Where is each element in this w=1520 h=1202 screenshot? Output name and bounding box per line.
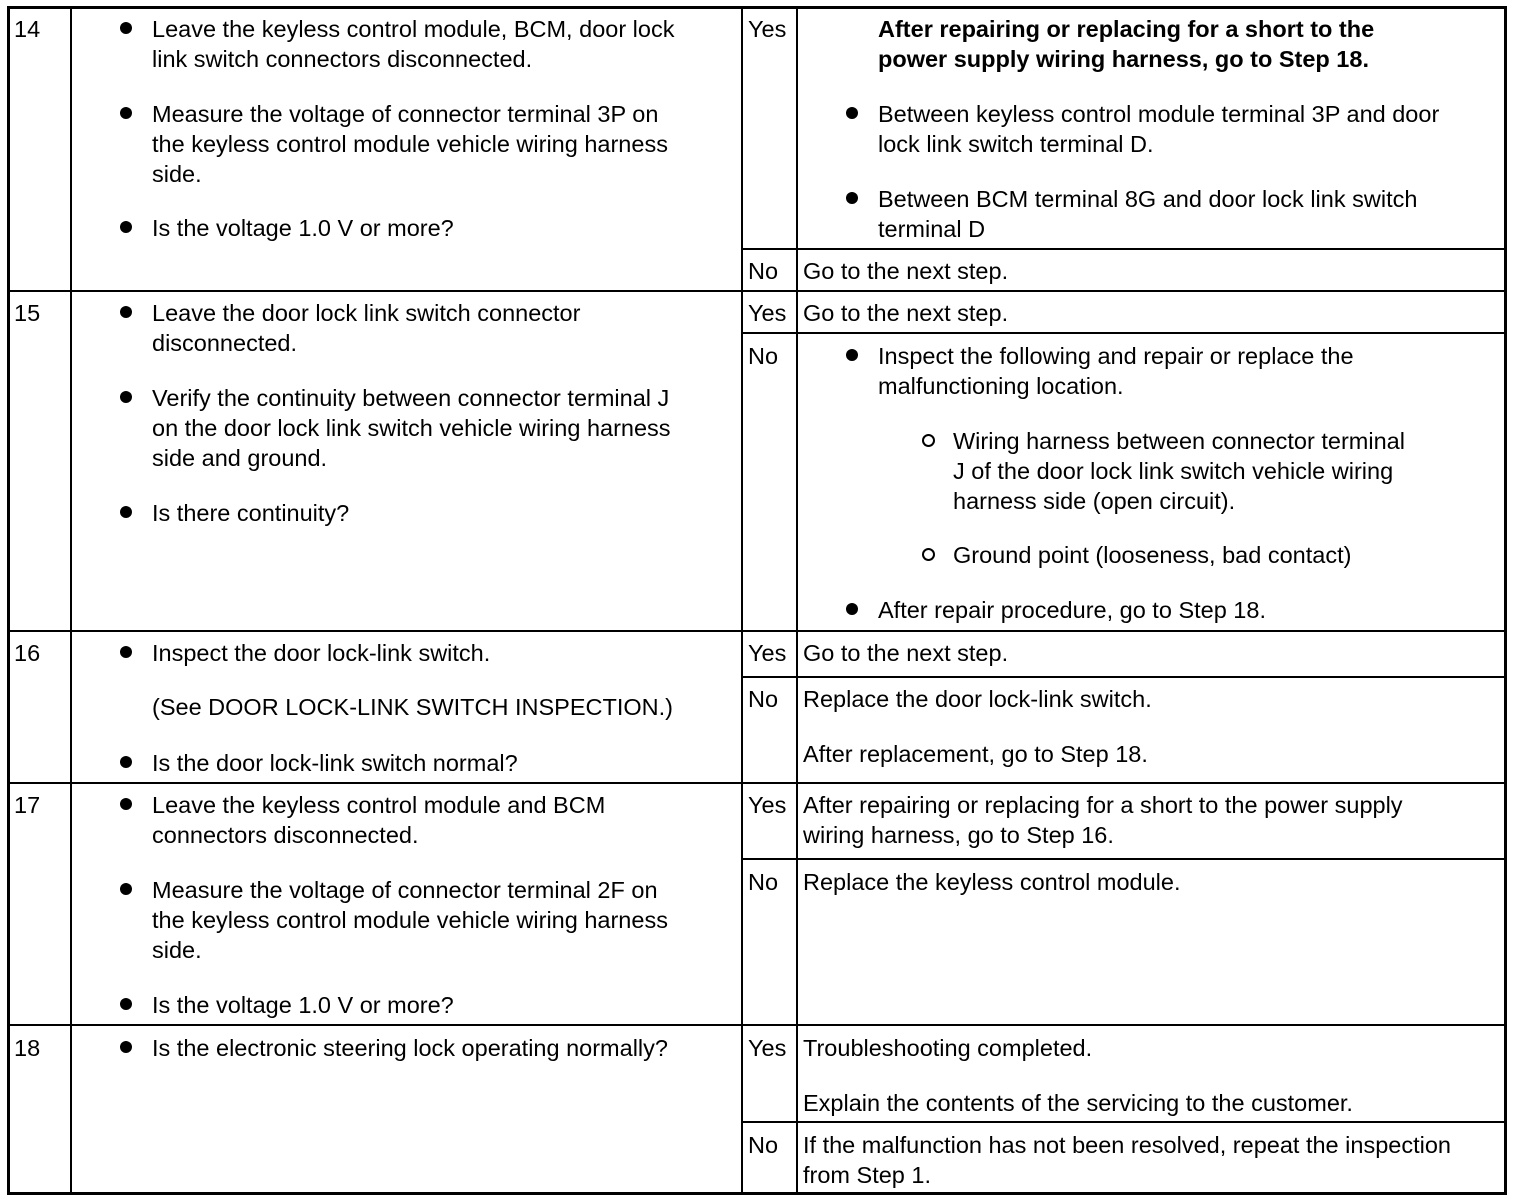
bullet-icon bbox=[846, 349, 858, 361]
table-border-left bbox=[7, 6, 10, 1195]
yes-result: Go to the next step. bbox=[803, 640, 1009, 666]
action-text-line: Measure the voltage of connector terminal 3P on bbox=[152, 101, 659, 127]
bullet-icon bbox=[120, 107, 132, 119]
col-divider-action bbox=[741, 6, 743, 1195]
action-text-line: link switch connectors disconnected. bbox=[152, 46, 533, 72]
result-text-line: Inspect the following and repair or replace the bbox=[878, 343, 1354, 369]
action-text-line: Inspect the door lock-link switch. bbox=[152, 640, 491, 666]
no-label: No bbox=[748, 869, 779, 895]
result-text-line: Wiring harness between connector terminal bbox=[953, 428, 1405, 454]
yes-label: Yes bbox=[748, 640, 787, 666]
sub-bullet-icon bbox=[922, 548, 935, 561]
step-number: 18 bbox=[14, 1035, 41, 1061]
bullet-icon bbox=[120, 306, 132, 318]
result-text-line: malfunctioning location. bbox=[878, 373, 1124, 399]
result-text-line: Explain the contents of the servicing to the customer. bbox=[803, 1090, 1353, 1116]
bullet-icon bbox=[120, 756, 132, 768]
yes-result: Go to the next step. bbox=[803, 300, 1009, 326]
action-text-line: side. bbox=[152, 161, 202, 187]
table-border-right bbox=[1504, 6, 1507, 1195]
bullet-icon bbox=[120, 798, 132, 810]
action-text-line: Verify the continuity between connector terminal J bbox=[152, 385, 670, 411]
step-number: 14 bbox=[14, 16, 41, 42]
col-divider-step bbox=[70, 6, 72, 1195]
yes-no-divider bbox=[741, 332, 1507, 334]
col-divider-result bbox=[796, 6, 798, 1195]
action-text-line: Measure the voltage of connector terminal 2F on bbox=[152, 877, 658, 903]
bullet-icon bbox=[120, 506, 132, 518]
result-text-line: terminal D bbox=[878, 216, 986, 242]
no-label: No bbox=[748, 343, 779, 369]
no-result: Go to the next step. bbox=[803, 258, 1009, 284]
action-text-line: Is there continuity? bbox=[152, 500, 350, 526]
action-text-line: connectors disconnected. bbox=[152, 822, 419, 848]
result-text-line: Replace the door lock-link switch. bbox=[803, 686, 1152, 712]
yes-label: Yes bbox=[748, 300, 787, 326]
table-border-top bbox=[7, 6, 1507, 9]
bullet-icon bbox=[120, 391, 132, 403]
step-number: 15 bbox=[14, 300, 41, 326]
action-text-line: Leave the keyless control module, BCM, door lock bbox=[152, 16, 675, 42]
reference-note: (See DOOR LOCK-LINK SWITCH INSPECTION.) bbox=[152, 694, 673, 720]
result-text-line: J of the door lock link switch vehicle wiring bbox=[953, 458, 1394, 484]
action-text-line: Leave the door lock link switch connector bbox=[152, 300, 581, 326]
row-divider bbox=[7, 630, 1507, 632]
no-result: Replace the keyless control module. bbox=[803, 869, 1181, 895]
result-text-line: After repairing or replacing for a short to the power supply bbox=[803, 792, 1403, 818]
bullet-icon bbox=[846, 603, 858, 615]
step-number: 16 bbox=[14, 640, 41, 666]
result-text-line: If the malfunction has not been resolved, repeat the inspection bbox=[803, 1132, 1451, 1158]
result-text-line: lock link switch terminal D. bbox=[878, 131, 1154, 157]
action-text-line: side and ground. bbox=[152, 445, 328, 471]
action-text-line: side. bbox=[152, 937, 202, 963]
bullet-icon bbox=[120, 22, 132, 34]
bullet-icon bbox=[120, 998, 132, 1010]
action-text-line: on the door lock link switch vehicle wiring harness bbox=[152, 415, 671, 441]
no-label: No bbox=[748, 1132, 779, 1158]
bullet-icon bbox=[120, 646, 132, 658]
step-number: 17 bbox=[14, 792, 41, 818]
yes-label: Yes bbox=[748, 1035, 787, 1061]
action-text-line: the keyless control module vehicle wiring harness bbox=[152, 131, 668, 157]
result-bold-line: After repairing or replacing for a short to the bbox=[878, 16, 1375, 42]
yes-no-divider bbox=[741, 676, 1507, 678]
action-text-line: Is the voltage 1.0 V or more? bbox=[152, 992, 454, 1018]
bullet-icon bbox=[846, 192, 858, 204]
yes-no-divider bbox=[741, 1121, 1507, 1123]
action-text-line: Is the electronic steering lock operating normally? bbox=[152, 1035, 668, 1061]
yes-no-divider bbox=[741, 248, 1507, 250]
no-label: No bbox=[748, 258, 779, 284]
no-label: No bbox=[748, 686, 779, 712]
action-text-line: Is the voltage 1.0 V or more? bbox=[152, 215, 454, 241]
row-divider bbox=[7, 290, 1507, 292]
result-bold-line: power supply wiring harness, go to Step 18. bbox=[878, 46, 1369, 72]
bullet-icon bbox=[120, 883, 132, 895]
sub-bullet-icon bbox=[922, 434, 935, 447]
result-text-line: from Step 1. bbox=[803, 1162, 931, 1188]
result-text-line: After repair procedure, go to Step 18. bbox=[878, 597, 1266, 623]
result-text-line: harness side (open circuit). bbox=[953, 488, 1236, 514]
result-text-line: After replacement, go to Step 18. bbox=[803, 741, 1148, 767]
action-text-line: the keyless control module vehicle wiring harness bbox=[152, 907, 668, 933]
row-divider bbox=[7, 782, 1507, 784]
result-text-line: Ground point (looseness, bad contact) bbox=[953, 542, 1352, 568]
action-text-line: Leave the keyless control module and BCM bbox=[152, 792, 606, 818]
bullet-icon bbox=[120, 221, 132, 233]
bullet-icon bbox=[846, 107, 858, 119]
table-border-bottom bbox=[7, 1192, 1507, 1195]
yes-label: Yes bbox=[748, 16, 787, 42]
yes-no-divider bbox=[741, 858, 1507, 860]
result-text-line: wiring harness, go to Step 16. bbox=[803, 822, 1114, 848]
row-divider bbox=[7, 1024, 1507, 1026]
result-text-line: Between BCM terminal 8G and door lock link switch bbox=[878, 186, 1418, 212]
bullet-icon bbox=[120, 1041, 132, 1053]
action-text-line: Is the door lock-link switch normal? bbox=[152, 750, 518, 776]
yes-label: Yes bbox=[748, 792, 787, 818]
result-text-line: Between keyless control module terminal 3P and door bbox=[878, 101, 1440, 127]
result-text-line: Troubleshooting completed. bbox=[803, 1035, 1093, 1061]
action-text-line: disconnected. bbox=[152, 330, 298, 356]
